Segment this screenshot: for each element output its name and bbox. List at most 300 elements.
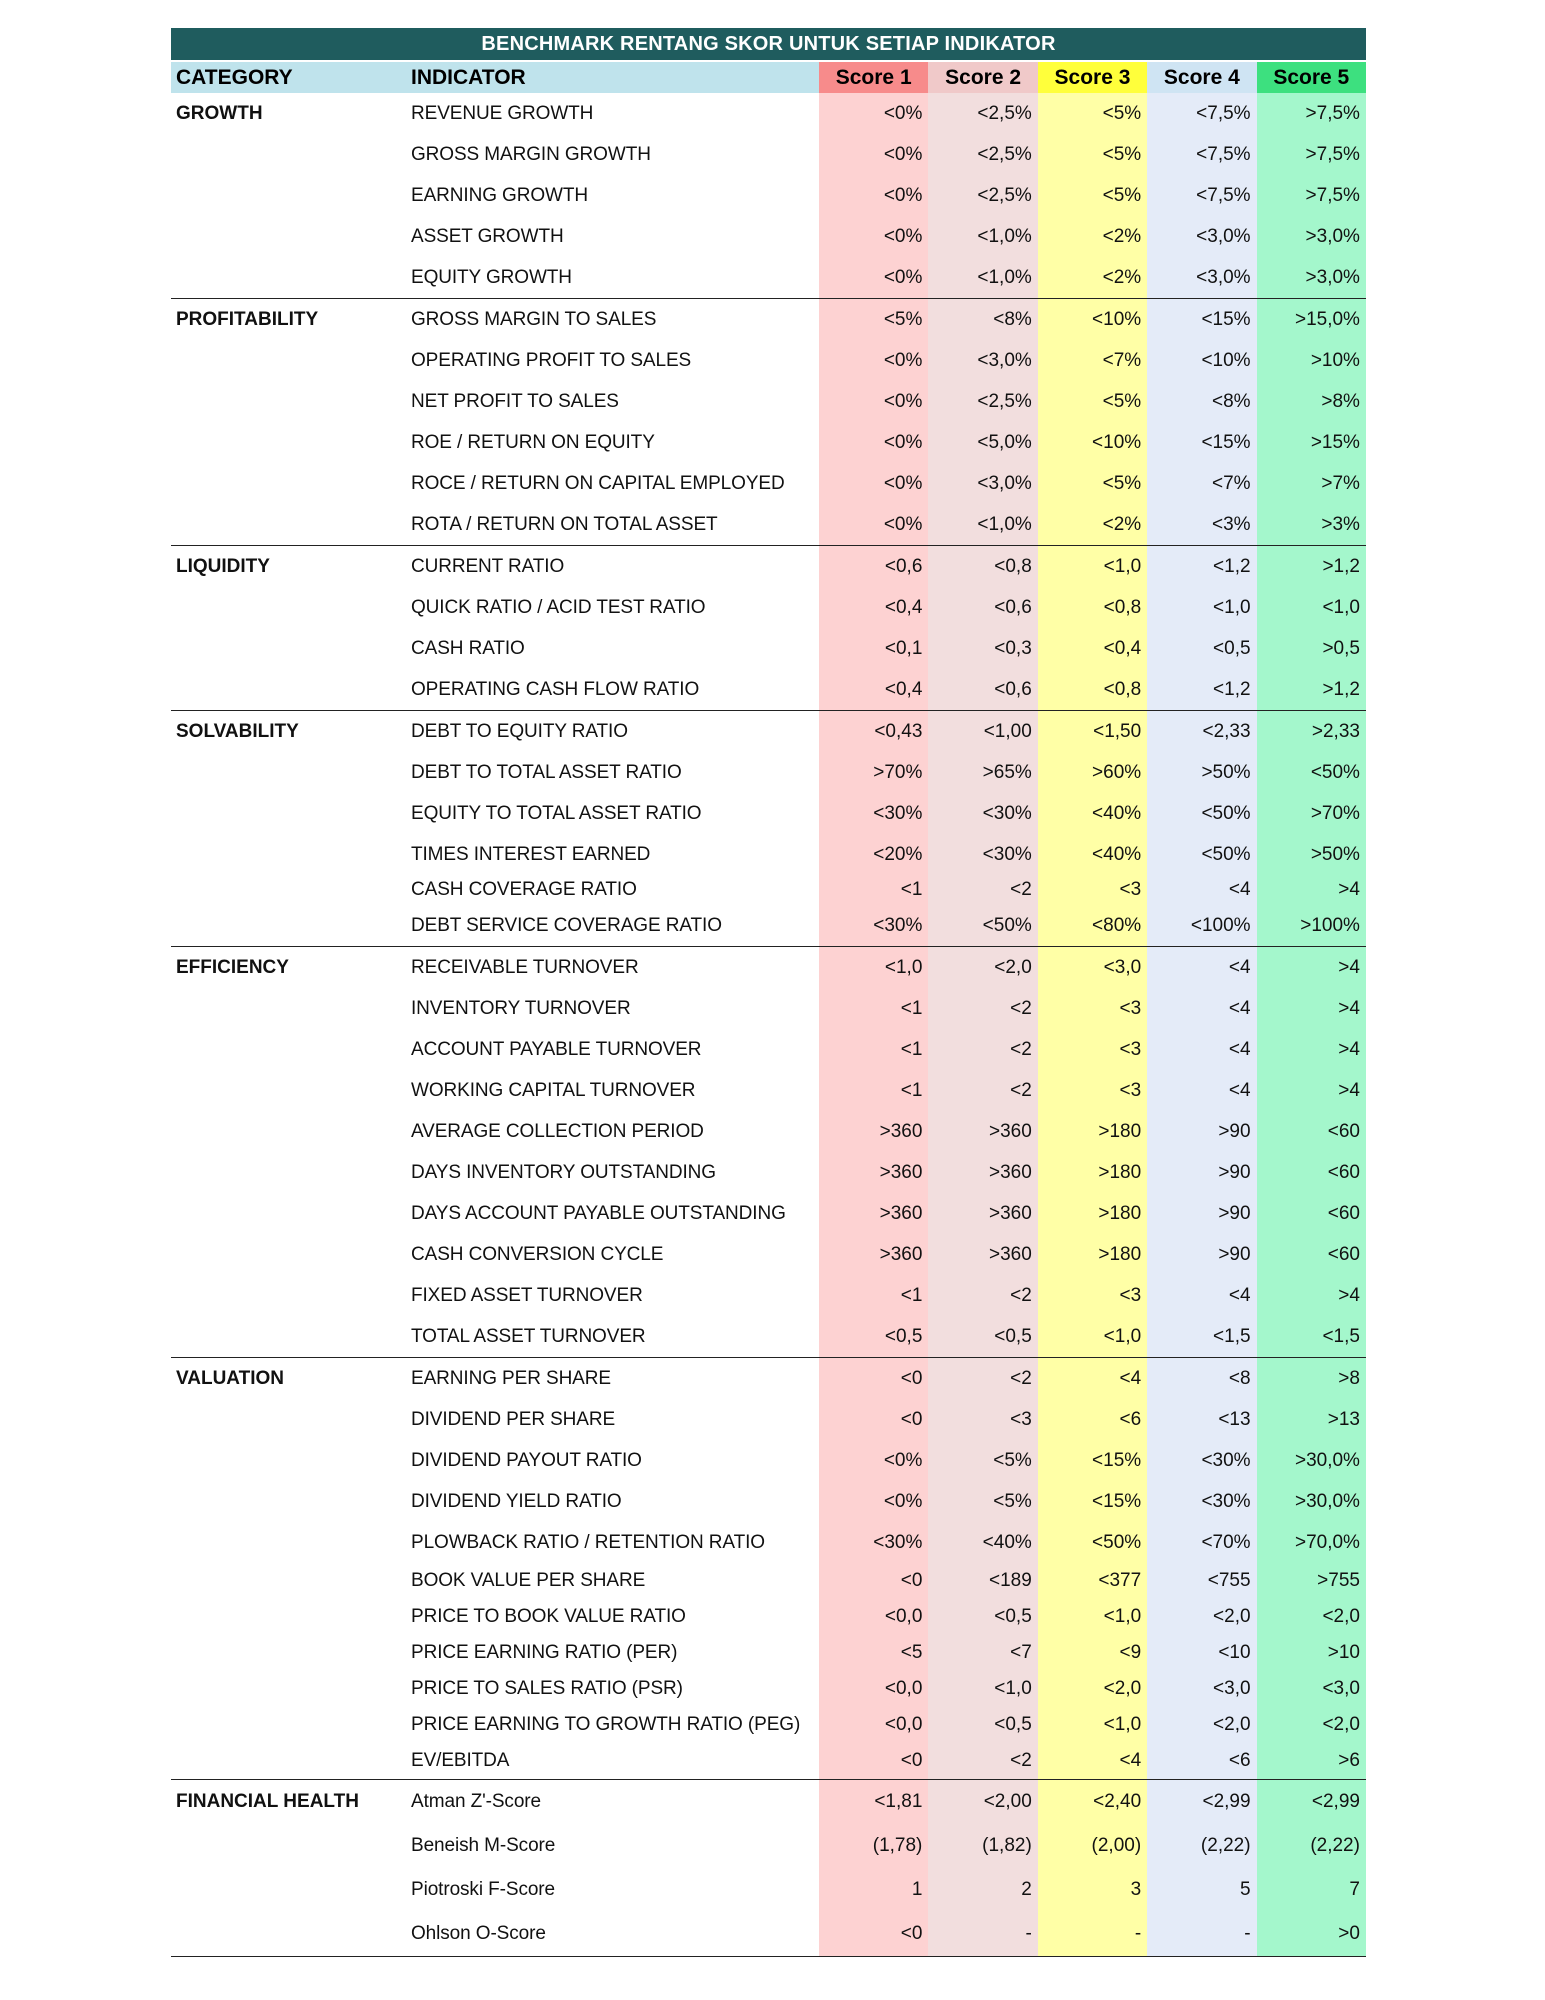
- category-cell: [171, 257, 411, 298]
- table-row: [171, 257, 1366, 298]
- score-5-cell: >30,0%: [1257, 1481, 1366, 1522]
- category-cell: [171, 1563, 411, 1599]
- score-5-cell: >7%: [1257, 463, 1366, 504]
- score-5-cell: >2,33: [1257, 711, 1366, 752]
- category-cell: [171, 1522, 411, 1563]
- score-1-cell: <0: [819, 1912, 928, 1956]
- score-1-cell: <0%: [819, 175, 928, 216]
- table-row: [171, 1193, 1366, 1234]
- category-cell: [171, 1635, 411, 1671]
- category-cell: [171, 1912, 411, 1956]
- score-3-cell: <10%: [1038, 299, 1147, 340]
- score-1-cell: <30%: [819, 1522, 928, 1563]
- indicator-cell: INVENTORY TURNOVER: [411, 998, 631, 1019]
- table-row: [171, 793, 1366, 834]
- score-1-cell: <1: [819, 988, 928, 1029]
- score-3-cell: <15%: [1038, 1440, 1147, 1481]
- score-5-cell: <1,0: [1257, 587, 1366, 628]
- score-3-cell: <2,0: [1038, 1671, 1147, 1707]
- category-cell: [171, 793, 411, 834]
- category-cell: [171, 175, 411, 216]
- score-1-cell: >360: [819, 1152, 928, 1193]
- header-score-3: Score 3: [1038, 62, 1147, 93]
- score-2-cell: <2,5%: [928, 93, 1037, 134]
- score-3-cell: <2%: [1038, 504, 1147, 545]
- score-4-cell: <1,2: [1147, 546, 1256, 587]
- score-1-cell: <20%: [819, 834, 928, 875]
- score-3-cell: <1,50: [1038, 711, 1147, 752]
- indicator-cell: ROE / RETURN ON EQUITY: [411, 432, 655, 453]
- score-1-cell: <5%: [819, 299, 928, 340]
- table-row: [171, 93, 1366, 134]
- category-cell: [171, 1743, 411, 1779]
- score-2-cell: <1,00: [928, 711, 1037, 752]
- table-row: [171, 711, 1366, 752]
- score-4-cell: <4: [1147, 1029, 1256, 1070]
- score-2-cell: <2: [928, 1275, 1037, 1316]
- score-5-cell: >4: [1257, 1275, 1366, 1316]
- group-2: [171, 546, 1366, 711]
- score-3-cell: <5%: [1038, 175, 1147, 216]
- score-5-cell: >30,0%: [1257, 1440, 1366, 1481]
- indicator-cell: CURRENT RATIO: [411, 556, 565, 577]
- indicator-cell: DIVIDEND PAYOUT RATIO: [411, 1450, 642, 1471]
- score-4-cell: <1,2: [1147, 669, 1256, 710]
- score-2-cell: >360: [928, 1234, 1037, 1275]
- indicator-cell: GROSS MARGIN GROWTH: [411, 144, 651, 165]
- score-3-cell: <0,4: [1038, 628, 1147, 669]
- score-2-cell: <2,5%: [928, 381, 1037, 422]
- table-row: [171, 1358, 1366, 1399]
- table-row: [171, 1743, 1366, 1779]
- table-row: [171, 381, 1366, 422]
- category-cell: [171, 905, 411, 946]
- score-1-cell: <5: [819, 1635, 928, 1671]
- score-3-cell: <3: [1038, 988, 1147, 1029]
- table-row: [171, 1707, 1366, 1743]
- indicator-cell: PLOWBACK RATIO / RETENTION RATIO: [411, 1532, 765, 1553]
- score-5-cell: >4: [1257, 988, 1366, 1029]
- score-2-cell: >65%: [928, 752, 1037, 793]
- score-5-cell: >15,0%: [1257, 299, 1366, 340]
- score-4-cell: <30%: [1147, 1440, 1256, 1481]
- category-cell: [171, 134, 411, 175]
- score-1-cell: <0%: [819, 463, 928, 504]
- score-1-cell: <0%: [819, 422, 928, 463]
- score-5-cell: <2,0: [1257, 1599, 1366, 1635]
- score-4-cell: <7,5%: [1147, 93, 1256, 134]
- score-1-cell: <0,1: [819, 628, 928, 669]
- score-4-cell: <70%: [1147, 1522, 1256, 1563]
- category-cell: [171, 752, 411, 793]
- category-cell: [171, 988, 411, 1029]
- indicator-cell: PRICE EARNING RATIO (PER): [411, 1642, 678, 1663]
- score-5-cell: <60: [1257, 1234, 1366, 1275]
- indicator-cell: OPERATING PROFIT TO SALES: [411, 350, 692, 371]
- score-2-cell: <50%: [928, 905, 1037, 946]
- table-row: [171, 1868, 1366, 1912]
- score-5-cell: <2,0: [1257, 1707, 1366, 1743]
- score-4-cell: <4: [1147, 988, 1256, 1029]
- score-4-cell: <50%: [1147, 834, 1256, 875]
- score-1-cell: <0%: [819, 340, 928, 381]
- category-cell: [171, 587, 411, 628]
- score-3-cell: <3,0: [1038, 947, 1147, 988]
- table-row: [171, 834, 1366, 875]
- indicator-cell: EARNING PER SHARE: [411, 1368, 611, 1389]
- score-2-cell: <0,8: [928, 546, 1037, 587]
- score-5-cell: <60: [1257, 1111, 1366, 1152]
- table-row: [171, 1635, 1366, 1671]
- score-4-cell: <4: [1147, 1070, 1256, 1111]
- indicator-cell: DIVIDEND PER SHARE: [411, 1409, 616, 1430]
- score-1-cell: <1: [819, 1029, 928, 1070]
- score-3-cell: <9: [1038, 1635, 1147, 1671]
- score-4-cell: >50%: [1147, 752, 1256, 793]
- table-row: [171, 340, 1366, 381]
- score-4-cell: <3,0%: [1147, 216, 1256, 257]
- score-2-cell: (1,82): [928, 1824, 1037, 1868]
- score-5-cell: >0: [1257, 1912, 1366, 1956]
- score-2-cell: <5%: [928, 1440, 1037, 1481]
- table-row: [171, 1522, 1366, 1563]
- score-5-cell: >3%: [1257, 504, 1366, 545]
- score-2-cell: <1,0%: [928, 504, 1037, 545]
- score-2-cell: <3: [928, 1399, 1037, 1440]
- score-3-cell: 3: [1038, 1868, 1147, 1912]
- score-1-cell: <0,0: [819, 1707, 928, 1743]
- table-row: [171, 988, 1366, 1029]
- score-3-cell: <1,0: [1038, 1316, 1147, 1357]
- score-3-cell: <3: [1038, 1029, 1147, 1070]
- table-row: [171, 216, 1366, 257]
- score-1-cell: <0: [819, 1743, 928, 1779]
- category-cell: [171, 1029, 411, 1070]
- group-6: [171, 1780, 1366, 1957]
- score-4-cell: <10: [1147, 1635, 1256, 1671]
- group-0: [171, 93, 1366, 299]
- group-3: [171, 711, 1366, 947]
- score-3-cell: <15%: [1038, 1481, 1147, 1522]
- score-3-cell: <1,0: [1038, 1599, 1147, 1635]
- score-4-cell: <2,0: [1147, 1707, 1256, 1743]
- score-2-cell: >360: [928, 1152, 1037, 1193]
- category-cell: [171, 1193, 411, 1234]
- indicator-cell: ACCOUNT PAYABLE TURNOVER: [411, 1039, 702, 1060]
- score-1-cell: <0: [819, 1399, 928, 1440]
- indicator-cell: PRICE TO BOOK VALUE RATIO: [411, 1606, 686, 1627]
- score-2-cell: <0,3: [928, 628, 1037, 669]
- table-row: [171, 947, 1366, 988]
- indicator-cell: EARNING GROWTH: [411, 185, 588, 206]
- score-5-cell: >1,2: [1257, 669, 1366, 710]
- indicator-cell: OPERATING CASH FLOW RATIO: [411, 679, 700, 700]
- score-3-cell: <4: [1038, 1358, 1147, 1399]
- score-1-cell: <0,6: [819, 546, 928, 587]
- score-5-cell: <60: [1257, 1193, 1366, 1234]
- score-3-cell: <4: [1038, 1743, 1147, 1779]
- score-2-cell: <2,0: [928, 947, 1037, 988]
- score-2-cell: <30%: [928, 834, 1037, 875]
- score-1-cell: >360: [819, 1111, 928, 1152]
- score-1-cell: <0,4: [819, 669, 928, 710]
- category-cell: [171, 422, 411, 463]
- category-cell: SOLVABILITY: [176, 721, 299, 742]
- indicator-cell: EV/EBITDA: [411, 1750, 510, 1771]
- category-cell: FINANCIAL HEALTH: [176, 1791, 359, 1812]
- score-5-cell: >1,2: [1257, 546, 1366, 587]
- score-2-cell: <1,0%: [928, 257, 1037, 298]
- category-cell: [171, 1275, 411, 1316]
- score-4-cell: <7%: [1147, 463, 1256, 504]
- table-row: [171, 1440, 1366, 1481]
- score-5-cell: <3,0: [1257, 1671, 1366, 1707]
- category-cell: [171, 1868, 411, 1912]
- score-1-cell: <0%: [819, 1440, 928, 1481]
- category-cell: [171, 669, 411, 710]
- score-2-cell: <0,5: [928, 1316, 1037, 1357]
- category-cell: [171, 381, 411, 422]
- indicator-cell: Ohlson O-Score: [411, 1923, 546, 1944]
- score-5-cell: 7: [1257, 1868, 1366, 1912]
- score-5-cell: >8: [1257, 1358, 1366, 1399]
- indicator-cell: TIMES INTEREST EARNED: [411, 844, 651, 865]
- header-row: [171, 60, 1366, 93]
- score-5-cell: >7,5%: [1257, 134, 1366, 175]
- score-5-cell: <50%: [1257, 752, 1366, 793]
- score-3-cell: <0,8: [1038, 669, 1147, 710]
- score-3-cell: >180: [1038, 1193, 1147, 1234]
- score-4-cell: <30%: [1147, 1481, 1256, 1522]
- score-3-cell: <2,40: [1038, 1780, 1147, 1824]
- table-row: [171, 1070, 1366, 1111]
- indicator-cell: RECEIVABLE TURNOVER: [411, 957, 639, 978]
- table-row: [171, 422, 1366, 463]
- score-2-cell: <0,6: [928, 669, 1037, 710]
- score-4-cell: >90: [1147, 1152, 1256, 1193]
- score-1-cell: <0%: [819, 1481, 928, 1522]
- score-1-cell: <30%: [819, 905, 928, 946]
- score-2-cell: <2,00: [928, 1780, 1037, 1824]
- score-3-cell: <10%: [1038, 422, 1147, 463]
- score-2-cell: <7: [928, 1635, 1037, 1671]
- table-row: [171, 1824, 1366, 1868]
- table-row: [171, 875, 1366, 905]
- category-cell: [171, 1440, 411, 1481]
- score-2-cell: <5%: [928, 1481, 1037, 1522]
- indicator-cell: DEBT TO EQUITY RATIO: [411, 721, 628, 742]
- score-4-cell: <7,5%: [1147, 175, 1256, 216]
- category-cell: [171, 1599, 411, 1635]
- score-5-cell: <1,5: [1257, 1316, 1366, 1357]
- score-5-cell: (2,22): [1257, 1824, 1366, 1868]
- category-cell: [171, 216, 411, 257]
- score-3-cell: >180: [1038, 1111, 1147, 1152]
- score-4-cell: -: [1147, 1912, 1256, 1956]
- score-4-cell: <13: [1147, 1399, 1256, 1440]
- category-cell: PROFITABILITY: [176, 309, 319, 330]
- score-4-cell: <2,33: [1147, 711, 1256, 752]
- score-3-cell: <5%: [1038, 381, 1147, 422]
- score-5-cell: >70%: [1257, 793, 1366, 834]
- indicator-cell: GROSS MARGIN TO SALES: [411, 309, 657, 330]
- category-cell: GROWTH: [176, 103, 263, 124]
- score-2-cell: <40%: [928, 1522, 1037, 1563]
- score-2-cell: >360: [928, 1111, 1037, 1152]
- table-row: [171, 628, 1366, 669]
- score-1-cell: <0%: [819, 134, 928, 175]
- category-cell: EFFICIENCY: [176, 957, 289, 978]
- score-3-cell: <7%: [1038, 340, 1147, 381]
- indicator-cell: ASSET GROWTH: [411, 226, 564, 247]
- score-5-cell: >70,0%: [1257, 1522, 1366, 1563]
- score-5-cell: >4: [1257, 875, 1366, 905]
- score-3-cell: <80%: [1038, 905, 1147, 946]
- score-4-cell: <4: [1147, 1275, 1256, 1316]
- score-4-cell: <1,0: [1147, 587, 1256, 628]
- score-5-cell: >7,5%: [1257, 175, 1366, 216]
- score-4-cell: <3,0: [1147, 1671, 1256, 1707]
- category-cell: [171, 628, 411, 669]
- score-1-cell: <0: [819, 1358, 928, 1399]
- indicator-cell: CASH COVERAGE RATIO: [411, 879, 637, 900]
- score-2-cell: <3,0%: [928, 463, 1037, 504]
- score-5-cell: <2,99: [1257, 1780, 1366, 1824]
- score-1-cell: <0,5: [819, 1316, 928, 1357]
- score-3-cell: <5%: [1038, 134, 1147, 175]
- category-cell: [171, 1399, 411, 1440]
- table-row: [171, 1912, 1366, 1956]
- score-3-cell: >60%: [1038, 752, 1147, 793]
- score-5-cell: >3,0%: [1257, 216, 1366, 257]
- table-row: [171, 1399, 1366, 1440]
- indicator-cell: WORKING CAPITAL TURNOVER: [411, 1080, 696, 1101]
- score-4-cell: >90: [1147, 1234, 1256, 1275]
- score-3-cell: >180: [1038, 1152, 1147, 1193]
- score-4-cell: <8: [1147, 1358, 1256, 1399]
- indicator-cell: PRICE TO SALES RATIO (PSR): [411, 1678, 683, 1699]
- score-4-cell: <1,5: [1147, 1316, 1256, 1357]
- table-row: [171, 1234, 1366, 1275]
- score-1-cell: <1: [819, 1070, 928, 1111]
- score-5-cell: >8%: [1257, 381, 1366, 422]
- indicator-cell: DEBT TO TOTAL ASSET RATIO: [411, 762, 682, 783]
- indicator-cell: Piotroski F-Score: [411, 1879, 556, 1900]
- group-5: [171, 1358, 1366, 1780]
- indicator-cell: TOTAL ASSET TURNOVER: [411, 1326, 646, 1347]
- score-4-cell: <8%: [1147, 381, 1256, 422]
- indicator-cell: EQUITY GROWTH: [411, 267, 572, 288]
- score-4-cell: <6: [1147, 1743, 1256, 1779]
- category-cell: [171, 1824, 411, 1868]
- category-cell: [171, 875, 411, 905]
- indicator-cell: Atman Z'-Score: [411, 1791, 541, 1812]
- category-cell: [171, 1111, 411, 1152]
- category-cell: [171, 504, 411, 545]
- category-cell: [171, 1671, 411, 1707]
- score-3-cell: <0,8: [1038, 587, 1147, 628]
- category-cell: [171, 834, 411, 875]
- score-1-cell: <0%: [819, 93, 928, 134]
- score-3-cell: (2,00): [1038, 1824, 1147, 1868]
- indicator-cell: ROTA / RETURN ON TOTAL ASSET: [411, 514, 718, 535]
- group-4: [171, 947, 1366, 1358]
- score-4-cell: >90: [1147, 1193, 1256, 1234]
- table-row: [171, 175, 1366, 216]
- score-3-cell: <50%: [1038, 1522, 1147, 1563]
- table-row: [171, 1780, 1366, 1824]
- score-4-cell: >90: [1147, 1111, 1256, 1152]
- score-3-cell: <2%: [1038, 216, 1147, 257]
- indicator-cell: QUICK RATIO / ACID TEST RATIO: [411, 597, 706, 618]
- category-cell: [171, 1070, 411, 1111]
- score-5-cell: <60: [1257, 1152, 1366, 1193]
- score-4-cell: <0,5: [1147, 628, 1256, 669]
- score-2-cell: <2: [928, 875, 1037, 905]
- score-4-cell: (2,22): [1147, 1824, 1256, 1868]
- score-3-cell: <2%: [1038, 257, 1147, 298]
- score-5-cell: >50%: [1257, 834, 1366, 875]
- table-row: [171, 669, 1366, 710]
- table-row: [171, 1563, 1366, 1599]
- table-row: [171, 752, 1366, 793]
- header-score-1: Score 1: [819, 62, 928, 93]
- score-4-cell: <4: [1147, 947, 1256, 988]
- category-cell: [171, 463, 411, 504]
- score-5-cell: >13: [1257, 1399, 1366, 1440]
- table-row: [171, 299, 1366, 340]
- category-cell: [171, 1316, 411, 1357]
- score-1-cell: <0%: [819, 257, 928, 298]
- score-5-cell: >10%: [1257, 340, 1366, 381]
- score-1-cell: <0,4: [819, 587, 928, 628]
- score-3-cell: <5%: [1038, 93, 1147, 134]
- score-3-cell: <3: [1038, 1275, 1147, 1316]
- table-title: BENCHMARK RENTANG SKOR UNTUK SETIAP INDIKATOR: [171, 28, 1366, 60]
- score-1-cell: <0%: [819, 216, 928, 257]
- group-1: [171, 299, 1366, 546]
- score-4-cell: <10%: [1147, 340, 1256, 381]
- score-2-cell: <1,0: [928, 1671, 1037, 1707]
- table-row: [171, 546, 1366, 587]
- table-row: [171, 1316, 1366, 1357]
- score-2-cell: 2: [928, 1868, 1037, 1912]
- score-1-cell: 1: [819, 1868, 928, 1912]
- indicator-cell: DEBT SERVICE COVERAGE RATIO: [411, 915, 722, 936]
- score-4-cell: <50%: [1147, 793, 1256, 834]
- score-5-cell: >10: [1257, 1635, 1366, 1671]
- header-score-5: Score 5: [1257, 62, 1366, 93]
- indicator-cell: AVERAGE COLLECTION PERIOD: [411, 1121, 704, 1142]
- score-2-cell: <0,5: [928, 1707, 1037, 1743]
- score-2-cell: <0,5: [928, 1599, 1037, 1635]
- header-category: CATEGORY: [176, 66, 293, 89]
- indicator-cell: BOOK VALUE PER SHARE: [411, 1570, 646, 1591]
- indicator-cell: PRICE EARNING TO GROWTH RATIO (PEG): [411, 1714, 801, 1735]
- indicator-cell: CASH RATIO: [411, 638, 525, 659]
- table-row: [171, 1481, 1366, 1522]
- score-1-cell: <0: [819, 1563, 928, 1599]
- score-2-cell: <1,0%: [928, 216, 1037, 257]
- indicator-cell: REVENUE GROWTH: [411, 103, 594, 124]
- score-5-cell: >7,5%: [1257, 93, 1366, 134]
- score-2-cell: <2: [928, 1029, 1037, 1070]
- score-1-cell: <0%: [819, 381, 928, 422]
- category-cell: [171, 1234, 411, 1275]
- table-body: [171, 93, 1366, 1957]
- score-1-cell: <0,0: [819, 1671, 928, 1707]
- category-cell: VALUATION: [176, 1368, 285, 1389]
